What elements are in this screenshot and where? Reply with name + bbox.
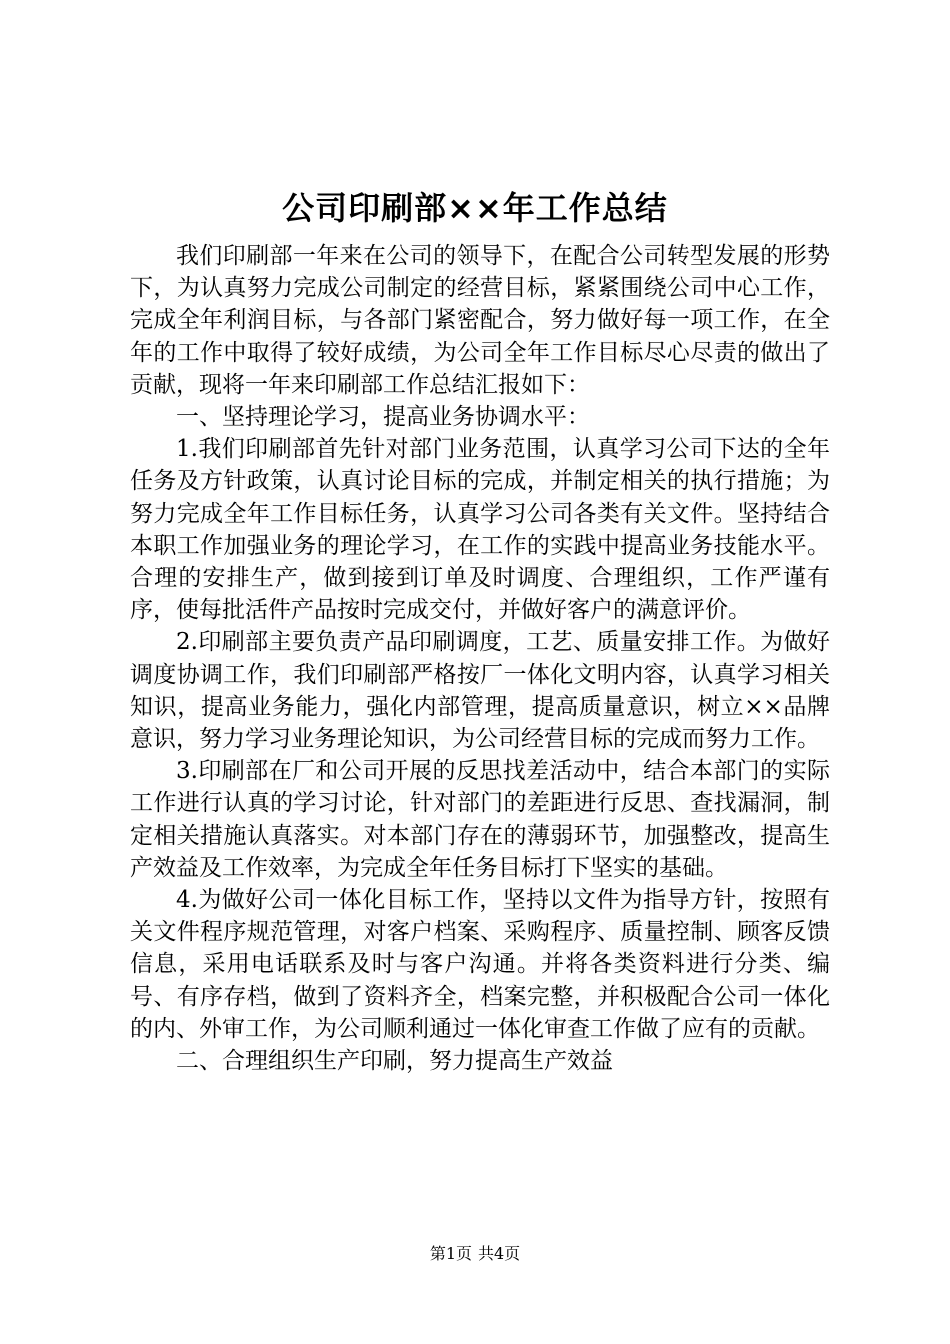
section-heading-1: 一、坚持理论学习，提高业务协调水平： <box>176 404 590 431</box>
paragraph-item-4: 4.为做好公司一体化目标工作，坚持以文件为指导方针，按照有关文件程序规范管理，对客户档案、采购程序、质量控制、顾客反馈信息，采用电话联系及时与客户沟通。并将各类资料进行分类、编号、有序存档，做到了资料齐全，档案完整，并积极配合公司一体化的内、外审工作，为公司顺利通过一体化审查工作做了应有的贡献。 <box>130 887 830 1042</box>
paragraph-intro: 我们印刷部一年来在公司的领导下，在配合公司转型发展的形势下，为认真努力完成公司制定的经营目标，紧紧围绕公司中心工作，完成全年利润目标，与各部门紧密配合，努力做好每一项工作，在全年的工作中取得了较好成绩，为公司全年工作目标尽心尽责的做出了贡献，现将一年来印刷部工作总结汇报如下： <box>130 243 830 398</box>
page-number: 第1页 <box>429 1244 472 1263</box>
paragraph-item-3: 3.印刷部在厂和公司开展的反思找差活动中，结合本部门的实际工作进行认真的学习讨论，针对部门的差距进行反思、查找漏洞，制定相关措施认真落实。对本部门存在的薄弱环节，加强整改，提高生产效益及工作效率，为完成全年任务目标打下坚实的基础。 <box>130 758 830 881</box>
document-body <box>130 240 830 1077</box>
paragraph-item-1: 1.我们印刷部首先针对部门业务范围，认真学习公司下达的全年任务及方针政策，认真讨论目标的完成，并制定相关的执行措施；为努力完成全年工作目标任务，认真学习公司各类有关文件。坚持结合本职工作加强业务的理论学习，在工作的实践中提高业务技能水平。合理的安排生产，做到接到订单及时调度、合理组织，工作严谨有序，使每批活件产品按时完成交付，并做好客户的满意评价。 <box>130 436 830 624</box>
document-title: 公司印刷部××年工作总结 <box>282 189 668 227</box>
page-footer <box>0 1243 950 1265</box>
page-total: 共4页 <box>478 1244 521 1263</box>
paragraph-item-2: 2.印刷部主要负责产品印刷调度，工艺、质量安排工作。为做好调度协调工作，我们印刷部严格按厂一体化文明内容，认真学习相关知识，提高业务能力，强化内部管理，提高质量意识，树立××品牌意识，努力学习业务理论知识，为公司经营目标的完成而努力工作。 <box>130 629 830 753</box>
section-heading-2: 二、合理组织生产印刷，努力提高生产效益 <box>176 1048 613 1075</box>
